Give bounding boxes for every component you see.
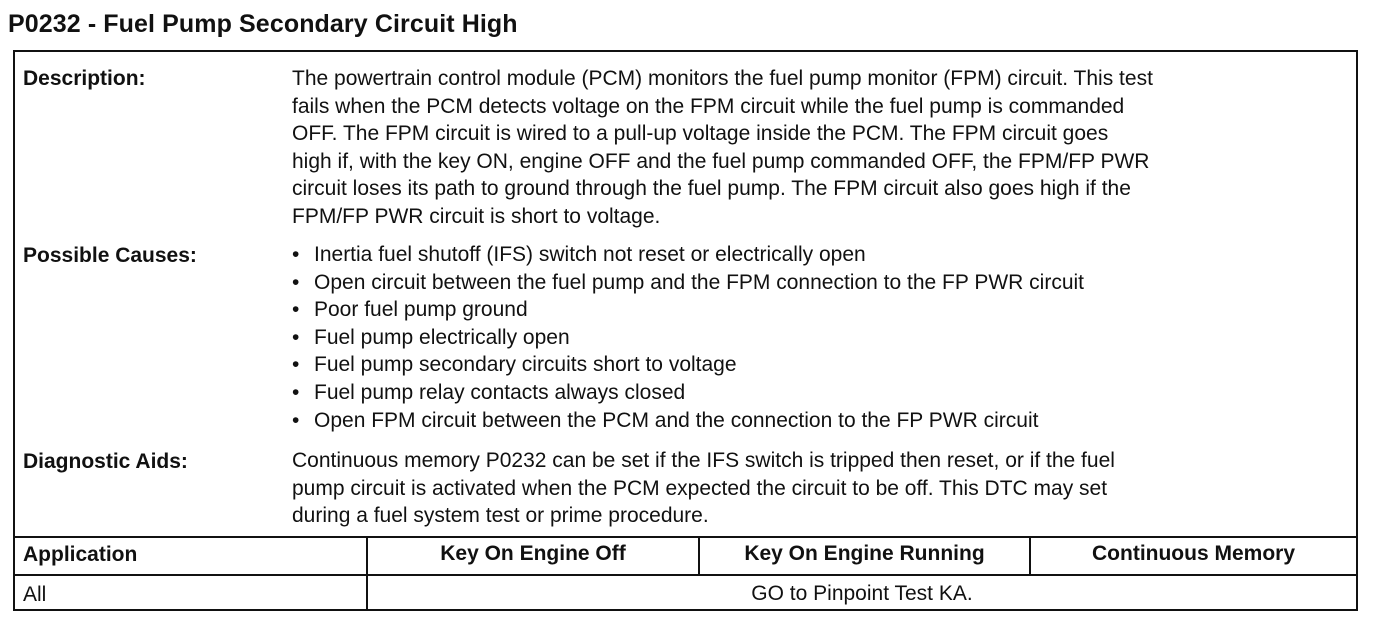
header-key-on-engine-running: Key On Engine Running bbox=[744, 542, 985, 565]
dtc-table bbox=[13, 50, 1358, 611]
diagnostic-aids-label: Diagnostic Aids: bbox=[23, 450, 188, 473]
diagnostic-aids-line: Continuous memory P0232 can be set if the IFS switch is tripped then reset, or if the fuel bbox=[292, 449, 1115, 472]
cause-item: • Poor fuel pump ground bbox=[292, 296, 1352, 324]
description-label: Description: bbox=[23, 67, 146, 90]
cause-item: • Fuel pump electrically open bbox=[292, 324, 1352, 352]
description-line: high if, with the key ON, engine OFF and the fuel pump commanded OFF, the FPM/FP PWR bbox=[292, 149, 1150, 173]
description-line: FPM/FP PWR circuit is short to voltage. bbox=[292, 204, 661, 228]
description-line: fails when the PCM detects voltage on the FPM circuit while the fuel pump is commanded bbox=[292, 94, 1125, 118]
cause-item: • Fuel pump relay contacts always closed bbox=[292, 379, 1352, 407]
description-line: circuit loses its path to ground through the fuel pump. The FPM circuit also goes high if the bbox=[292, 177, 1131, 200]
pinpoint-test-action: GO to Pinpoint Test KA. bbox=[751, 582, 973, 605]
diagnostic-aids-text bbox=[292, 447, 1352, 530]
description-text bbox=[292, 65, 1352, 230]
header-application: Application bbox=[23, 543, 138, 566]
table-divider bbox=[15, 574, 1356, 576]
possible-causes-list bbox=[292, 241, 1352, 434]
header-key-on-engine-off: Key On Engine Off bbox=[440, 542, 626, 565]
diagnostic-aids-line: pump circuit is activated when the PCM expected the circuit to be off. This DTC may set bbox=[292, 476, 1108, 500]
diagnostic-aids-line: during a fuel system test or prime procedure. bbox=[292, 504, 709, 527]
cause-item: • Inertia fuel shutoff (IFS) switch not reset or electrically open bbox=[292, 241, 1352, 269]
description-line: The powertrain control module (PCM) monitors the fuel pump monitor (FPM) circuit. This test bbox=[292, 67, 1153, 90]
table-divider bbox=[15, 536, 1356, 538]
cause-item: • Open FPM circuit between the PCM and the connection to the FP PWR circuit bbox=[292, 407, 1352, 435]
possible-causes-label: Possible Causes: bbox=[23, 244, 197, 267]
cause-item: • Open circuit between the fuel pump and the FPM connection to the FP PWR circuit bbox=[292, 269, 1352, 297]
description-line: OFF. The FPM circuit is wired to a pull-up voltage inside the PCM. The FPM circuit goes bbox=[292, 122, 1109, 145]
cause-item: • Fuel pump secondary circuits short to voltage bbox=[292, 351, 1352, 379]
page-title: P0232 - Fuel Pump Secondary Circuit High bbox=[8, 10, 518, 38]
header-continuous-memory: Continuous Memory bbox=[1092, 542, 1295, 565]
application-value: All bbox=[23, 583, 47, 606]
